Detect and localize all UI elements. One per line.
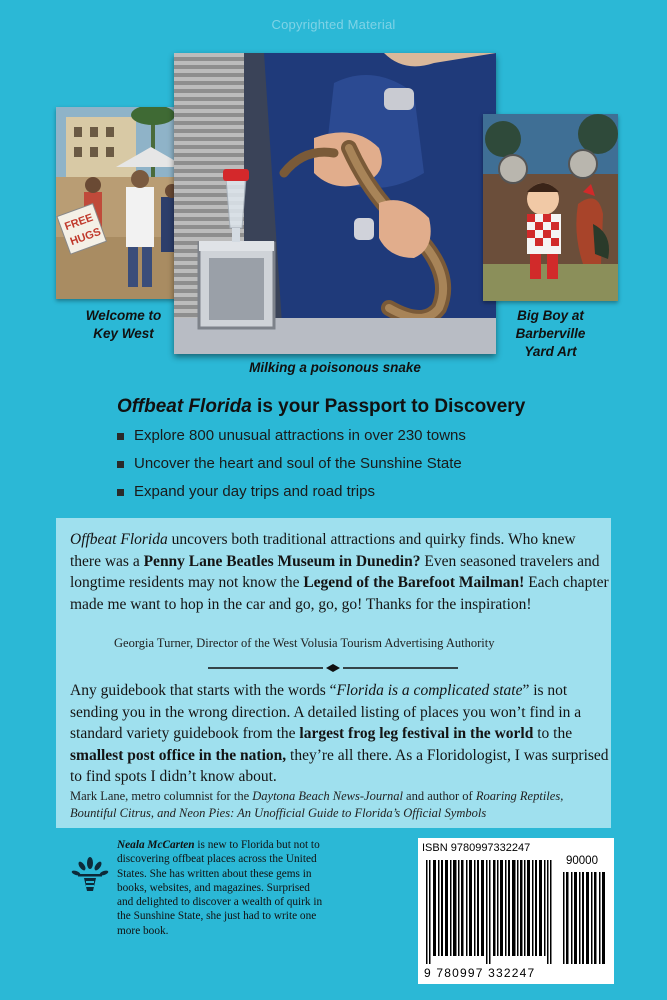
review2-highlight-frog: largest frog leg festival in the world: [299, 725, 534, 742]
headline-title-rest: is your Passport to Discovery: [251, 396, 526, 417]
ean-barcode-bars: [426, 860, 554, 964]
review2-text: to the: [533, 725, 573, 742]
caption-key-west: [56, 307, 191, 343]
caption-big-boy-line1: Big Boy at: [517, 308, 584, 323]
barcode-price-code: 90000: [566, 855, 598, 867]
author-bio-text: is new to Florida but not to discovering offbeat places across the United States. She has written about these gems in books, websites, and magazines. Surprised and delighted to discover a wealth of quirk in the Sunshine State, she just had to write one more book.: [117, 839, 323, 937]
feature-item: Explore 800 unusual attractions in over 230 towns: [117, 426, 466, 454]
review2-text: ” is not sending you in the wrong direction. A detailed listing of places you won’t find in a standard variety guidebook from the: [70, 682, 582, 742]
sign-free-text: FREE: [63, 211, 95, 234]
review1-text: Even seasoned travelers and longtime residents may not know the: [70, 552, 600, 591]
publisher-logo-icon: [70, 854, 110, 894]
photo-big-boy: [483, 114, 618, 301]
review2-text: Any guidebook that starts with the words “: [70, 682, 337, 699]
review2-attribution: [70, 788, 610, 822]
feature-list: [117, 426, 466, 510]
isbn-label: ISBN 9780997332247: [422, 842, 531, 854]
review2-attr-text: and author of: [402, 789, 476, 803]
review2-text: they’re all there. As a Floridologist, I was surprised to find spots I didn’t know about.: [70, 746, 609, 785]
author-name: Neala McCarten: [117, 839, 195, 851]
review1-highlight-mailman: Legend of the Barefoot Mailman!: [303, 574, 525, 591]
author-bio: [117, 838, 327, 938]
feature-item: Expand your day trips and road trips: [117, 482, 466, 510]
review2-attr-newspaper: Daytona Beach News-Journal: [252, 789, 403, 803]
headline-title-italic: Offbeat Florida: [117, 396, 252, 417]
barcode-digits: 9 780997 332247: [424, 966, 536, 980]
caption-key-west-line1: Welcome to: [85, 308, 162, 323]
headline: [117, 396, 525, 418]
feature-item: Uncover the heart and soul of the Sunshine State: [117, 454, 466, 482]
sign-hugs-text: HUGS: [68, 225, 103, 249]
isbn-barcode: [418, 838, 614, 984]
caption-key-west-line2: Key West: [93, 326, 154, 341]
review2-quoted-phrase: Florida is a complicated state: [336, 682, 523, 699]
addon-barcode-bars: [563, 872, 607, 964]
ornamental-divider: [208, 664, 458, 672]
review1-text: uncovers both traditional attractions and quirky finds. Who knew there was a: [70, 531, 576, 570]
review1-book-title: Offbeat Florida: [70, 531, 168, 548]
photo-snake-milking: [174, 53, 496, 354]
review2-attr-text: Mark Lane, metro columnist for the: [70, 789, 253, 803]
review-quote-2: [70, 680, 610, 788]
photo-key-west: [56, 107, 191, 299]
review2-attr-book: Roaring Reptiles, Bountiful Citrus, and Neon Pies: An Unofficial Guide to Florida’s Official Symbols: [70, 789, 564, 820]
review1-text: Each chapter made me want to hop in the car and go, go, go! Thanks for the inspiration!: [70, 574, 609, 613]
caption-big-boy-line3: Yard Art: [524, 344, 577, 359]
caption-big-boy-line2: Barberville: [515, 326, 586, 341]
review1-highlight-beatles: Penny Lane Beatles Museum in Dunedin?: [143, 552, 421, 570]
review-quote-1: [70, 529, 610, 615]
review2-highlight-post-office: smallest post office in the nation,: [70, 746, 287, 764]
caption-snake: Milking a poisonous snake: [249, 360, 421, 375]
copyright-watermark: Copyrighted Material: [271, 17, 396, 32]
review1-attribution: Georgia Turner, Director of the West Volusia Tourism Advertising Authority: [114, 636, 495, 650]
caption-big-boy: [483, 307, 618, 361]
